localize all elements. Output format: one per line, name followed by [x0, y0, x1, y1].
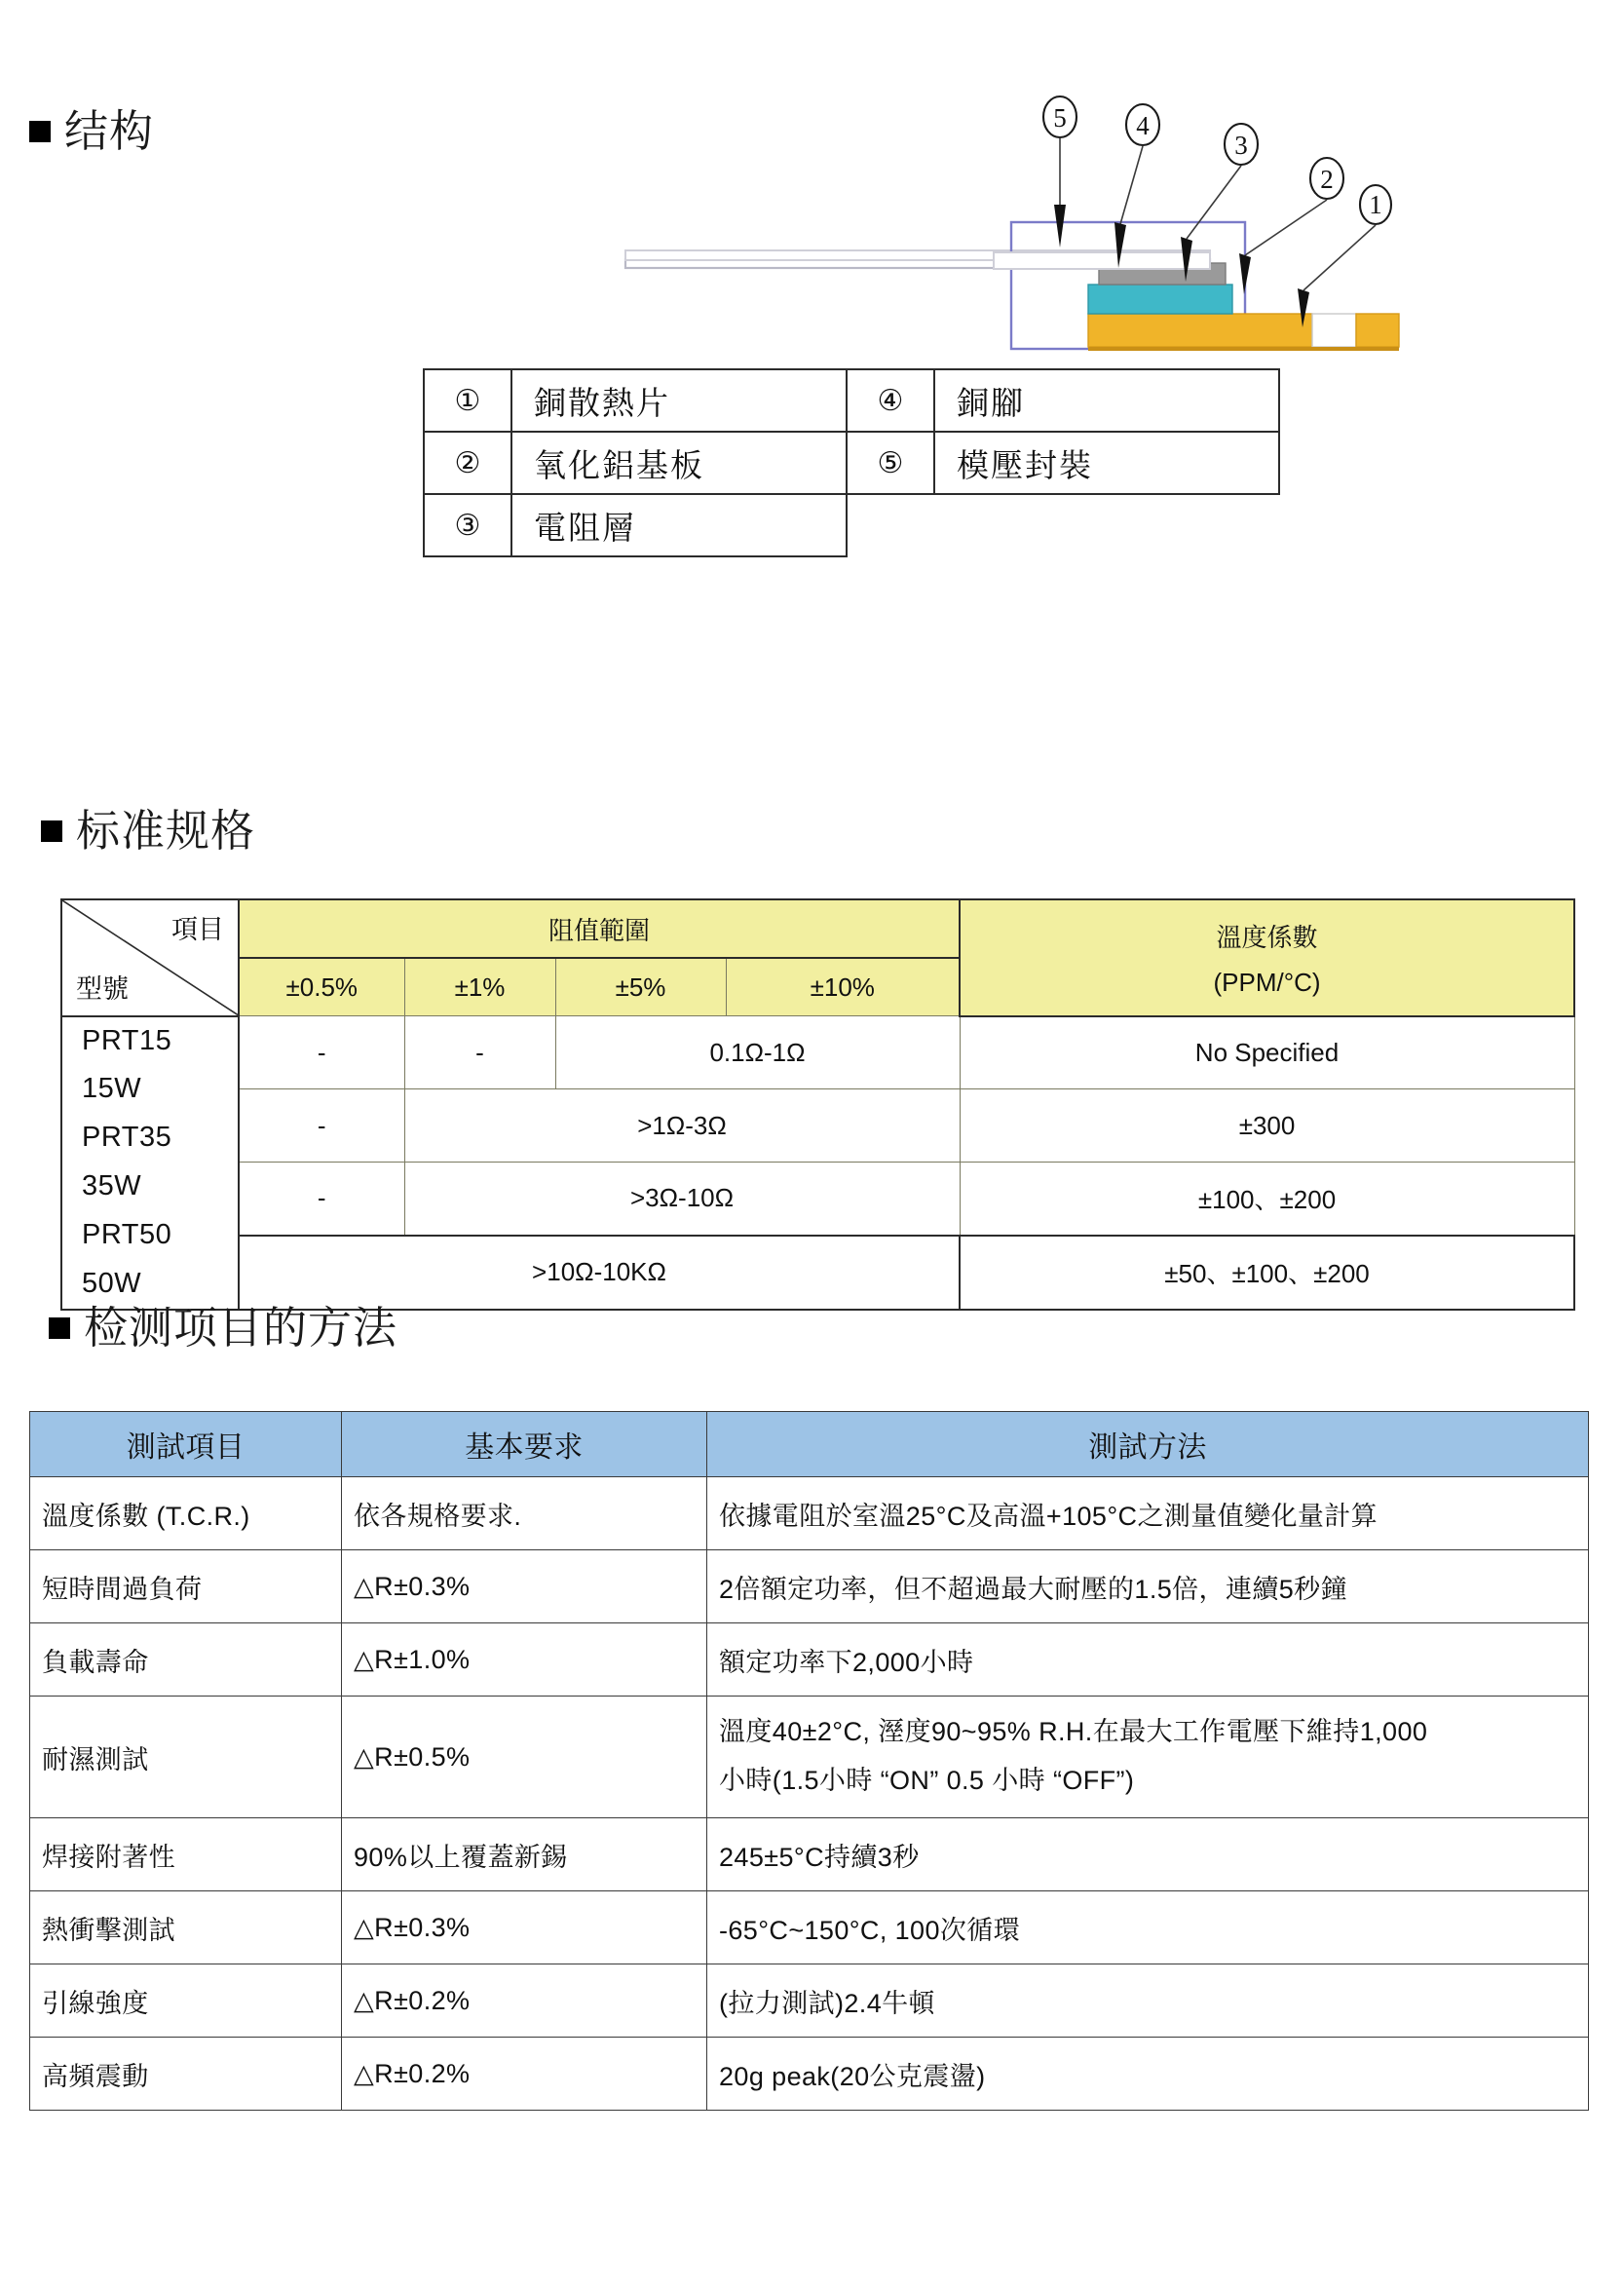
test-requirement: △R±0.3% — [342, 1550, 707, 1623]
legend-number: ⑤ — [847, 432, 934, 494]
svg-text:5: 5 — [1053, 103, 1067, 133]
tcr-header-line2: (PPM/°C) — [1213, 967, 1321, 997]
spec-tolerance-header: ±0.5% — [239, 958, 404, 1016]
square-bullet-icon — [41, 820, 62, 842]
structure-legend-table — [423, 368, 1280, 557]
legend-number: ② — [424, 432, 511, 494]
table-row — [61, 1089, 1574, 1163]
svg-text:1: 1 — [1369, 190, 1382, 219]
test-item: 耐濕測試 — [30, 1697, 342, 1818]
test-method: (拉力測試)2.4牛頓 — [707, 1964, 1589, 2038]
test-method: 245±5°C持續3秒 — [707, 1818, 1589, 1891]
table-header-row — [61, 899, 1574, 958]
spec-corner-model-label: 型號 — [76, 973, 129, 1004]
test-requirement: △R±0.3% — [342, 1891, 707, 1964]
section-title-test: 检测项目的方法 — [84, 1303, 398, 1353]
spec-tolerance-header: ±1% — [404, 958, 555, 1016]
spec-model: PRT15 15W — [82, 1024, 172, 1105]
spec-cell-range: >3Ω-10Ω — [404, 1162, 960, 1235]
spec-group-header-tcr — [960, 899, 1574, 1016]
test-method: -65°C~150°C, 100次循環 — [707, 1891, 1589, 1964]
legend-empty-cell — [847, 494, 934, 556]
legend-label: 銅散熱片 — [511, 369, 847, 432]
table-row — [424, 494, 1279, 556]
table-row — [30, 1623, 1589, 1697]
test-method: 2倍額定功率，但不超過最大耐壓的1.5倍，連續5秒鐘 — [707, 1550, 1589, 1623]
test-item: 高頻震動 — [30, 2038, 342, 2111]
test-item: 焊接附著性 — [30, 1818, 342, 1891]
spec-cell-range: 0.1Ω-1Ω — [555, 1016, 960, 1089]
table-row — [61, 1016, 1574, 1089]
legend-label: 電阻層 — [511, 494, 847, 556]
structure-diagram — [604, 68, 1403, 351]
test-method-line1: 溫度40±2°C, 溼度90~95% R.H.在最大工作電壓下維持1,000 — [719, 1717, 1428, 1747]
table-header-row — [30, 1412, 1589, 1477]
spec-cell-tcr: ±50、±100、±200 — [960, 1236, 1574, 1310]
table-row — [30, 2038, 1589, 2111]
table-row — [30, 1818, 1589, 1891]
square-bullet-icon — [49, 1317, 70, 1339]
test-item: 溫度係數 (T.C.R.) — [30, 1477, 342, 1550]
legend-label: 氧化鋁基板 — [511, 432, 847, 494]
table-row — [30, 1550, 1589, 1623]
test-requirement: 90%以上覆蓋新錫 — [342, 1818, 707, 1891]
test-method — [707, 1697, 1589, 1818]
spec-model: PRT50 50W — [82, 1219, 172, 1299]
test-requirement: △R±0.2% — [342, 2038, 707, 2111]
callout-circles — [1043, 96, 1391, 224]
legend-label: 模壓封裝 — [934, 432, 1279, 494]
test-requirement: 依各規格要求. — [342, 1477, 707, 1550]
standard-spec-table — [60, 898, 1575, 1311]
table-row — [30, 1891, 1589, 1964]
test-method: 依據電阻於室溫25°C及高溫+105°C之測量值變化量計算 — [707, 1477, 1589, 1550]
table-row — [424, 432, 1279, 494]
test-method: 20g peak(20公克震盪) — [707, 2038, 1589, 2111]
spec-cell-tol-1: - — [404, 1016, 555, 1089]
legend-number: ④ — [847, 369, 934, 432]
test-item: 熱衝擊測試 — [30, 1891, 342, 1964]
spec-cell-tcr: ±100、±200 — [960, 1162, 1574, 1235]
test-item: 負載壽命 — [30, 1623, 342, 1697]
spec-cell-range: >1Ω-3Ω — [404, 1089, 960, 1163]
section-title-spec: 标准规格 — [76, 806, 256, 856]
test-item: 引線強度 — [30, 1964, 342, 2038]
test-method: 額定功率下2,000小時 — [707, 1623, 1589, 1697]
spec-group-header-resistance: 阻值範圍 — [239, 899, 960, 958]
section-title-structure: 结构 — [64, 106, 155, 156]
spec-cell-tol-05: - — [239, 1016, 404, 1089]
test-item: 短時間過負荷 — [30, 1550, 342, 1623]
spec-model-list — [61, 1016, 239, 1310]
test-method-line2: 小時(1.5小時 “ON” 0.5 小時 “OFF”) — [719, 1766, 1135, 1795]
section-heading-test — [49, 1303, 398, 1353]
legend-label: 銅腳 — [934, 369, 1279, 432]
test-header-method: 測試方法 — [707, 1412, 1589, 1477]
spec-cell-tol-05: - — [239, 1162, 404, 1235]
legend-number: ③ — [424, 494, 511, 556]
section-heading-spec — [41, 806, 256, 856]
spec-cell-tcr: No Specified — [960, 1016, 1574, 1089]
spec-tolerance-header: ±10% — [726, 958, 960, 1016]
svg-text:4: 4 — [1136, 111, 1150, 140]
table-row — [424, 369, 1279, 432]
spec-model: PRT35 35W — [82, 1122, 172, 1202]
table-row — [61, 1162, 1574, 1235]
spec-corner-item-label: 項目 — [171, 915, 224, 944]
test-header-requirement: 基本要求 — [342, 1412, 707, 1477]
section-heading-structure — [29, 106, 155, 156]
spec-tolerance-header: ±5% — [555, 958, 726, 1016]
spec-corner-cell — [61, 899, 239, 1016]
square-bullet-icon — [29, 121, 51, 142]
test-requirement: △R±0.2% — [342, 1964, 707, 2038]
tcr-header-line1: 溫度係數 — [1216, 922, 1318, 952]
legend-number: ① — [424, 369, 511, 432]
table-row — [30, 1697, 1589, 1818]
spec-cell-tcr: ±300 — [960, 1089, 1574, 1163]
svg-text:2: 2 — [1320, 165, 1334, 194]
test-header-item: 測試項目 — [30, 1412, 342, 1477]
table-row — [30, 1477, 1589, 1550]
legend-empty-cell — [934, 494, 1279, 556]
test-requirement: △R±1.0% — [342, 1623, 707, 1697]
test-method-table — [29, 1411, 1589, 2111]
spec-cell-range: >10Ω-10KΩ — [239, 1236, 960, 1310]
table-row — [30, 1964, 1589, 2038]
table-row — [61, 1236, 1574, 1310]
spec-cell-tol-05: - — [239, 1089, 404, 1163]
svg-text:3: 3 — [1234, 131, 1248, 160]
test-requirement: △R±0.5% — [342, 1697, 707, 1818]
